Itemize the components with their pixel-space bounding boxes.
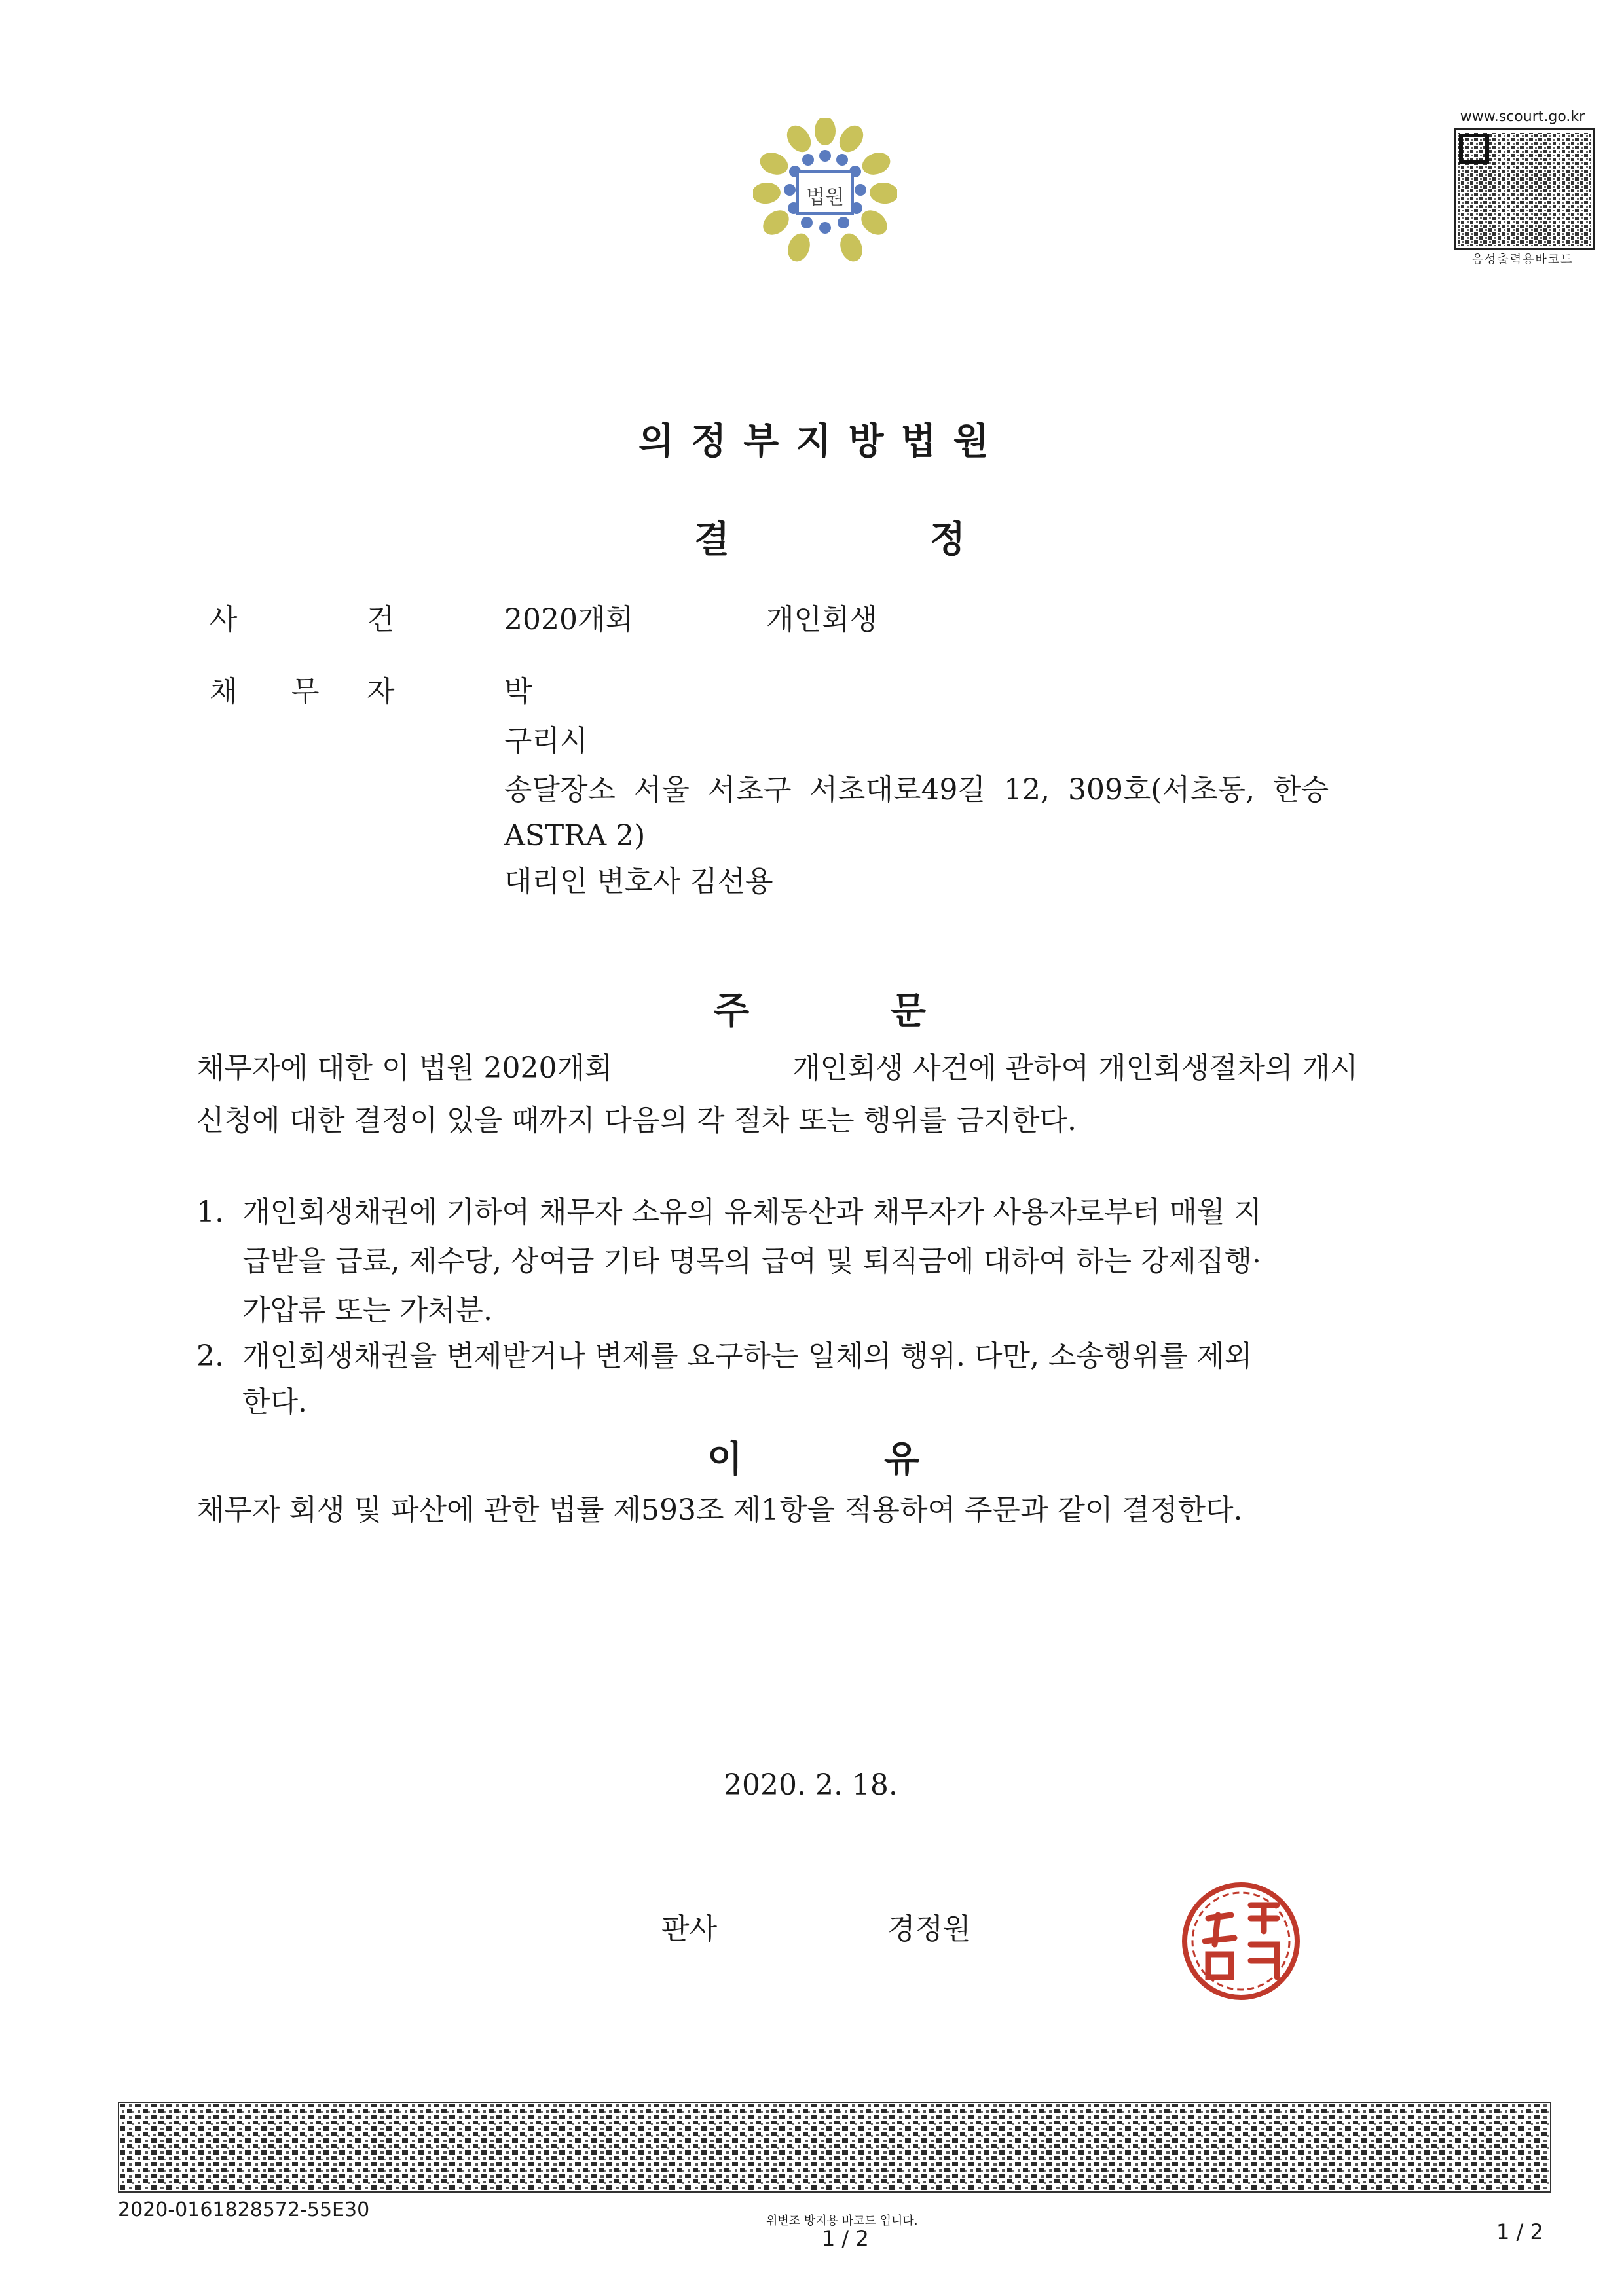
page-number-center: 1 / 2 [822,2226,869,2251]
document-title-part2: 정 [930,519,966,561]
page-number-right: 1 / 2 [1496,2219,1543,2244]
debtor-agent: 대리인 변호사 김선용 [504,865,773,898]
debtor-city: 구리시 [504,724,588,757]
document-code: 2020-0161828572-55E30 [118,2198,370,2221]
reason-text: 채무자 회생 및 파산에 관한 법률 제593조 제1항을 적용하여 주문과 같이 결정한다. [196,1493,1243,1527]
order-item-number: 1. [196,1195,224,1229]
anti-forgery-note: 위변조 방지용 바코드 입니다. [766,2214,918,2228]
qr-code [1454,128,1595,250]
case-label-part1: 사 [210,603,238,636]
emblem-label: 법원 [806,186,844,209]
order-text-line1a: 채무자에 대한 이 법원 2020개회 [196,1051,613,1085]
order-item-line: 한다. [242,1385,307,1419]
service-address-line2: ASTRA 2) [504,819,646,852]
qr-url: www.scourt.go.kr [1460,109,1585,125]
order-item-line: 급받을 급료, 제수당, 상여금 기타 명목의 급여 및 퇴직금에 대하여 하는 강제집행· [242,1245,1261,1278]
judge-name: 경정원 [887,1912,971,1946]
debtor-label-part2: 무 [291,675,320,708]
judge-title: 판사 [661,1912,718,1946]
qr-caption: 음성출력용바코드 [1471,253,1574,266]
decision-date: 2020. 2. 18. [724,1768,898,1802]
order-heading-part2: 문 [891,990,927,1032]
debtor-label-part1: 채 [210,675,238,708]
document-title-part1: 결 [694,519,730,561]
case-type: 개인회생 [766,603,878,636]
case-label-part2: 건 [367,603,395,636]
order-text-line1b: 개인회생 사건에 관하여 개인회생절차의 개시 [792,1051,1358,1085]
order-item-line: 가압류 또는 가처분. [242,1294,492,1327]
order-text-line2: 신청에 대한 결정이 있을 때까지 다음의 각 절차 또는 행위를 금지한다. [196,1104,1077,1137]
order-item-line: 개인회생채권을 변제받거나 변제를 요구하는 일체의 행위. 다만, 소송행위를 제외 [242,1339,1253,1373]
debtor-label-part3: 자 [367,675,395,708]
debtor-name: 박 [504,675,532,708]
reason-heading-part2: 유 [884,1438,920,1481]
anti-forgery-barcode [118,2102,1551,2193]
case-number: 2020개회 [504,603,633,636]
service-address-line1: 송달장소 서울 서초구 서초대로49길 12, 309호(서초동, 한승 [504,773,1329,807]
court-emblem [753,118,897,268]
order-heading-part1: 주 [714,990,750,1032]
order-item-number: 2. [196,1339,224,1373]
order-item-line: 개인회생채권에 기하여 채무자 소유의 유체동산과 채무자가 사용자로부터 매월 지 [242,1195,1263,1229]
reason-heading-part1: 이 [707,1438,743,1481]
judge-seal-icon [1179,1879,1303,2003]
court-name: 의정부지방법원 [638,420,1006,463]
